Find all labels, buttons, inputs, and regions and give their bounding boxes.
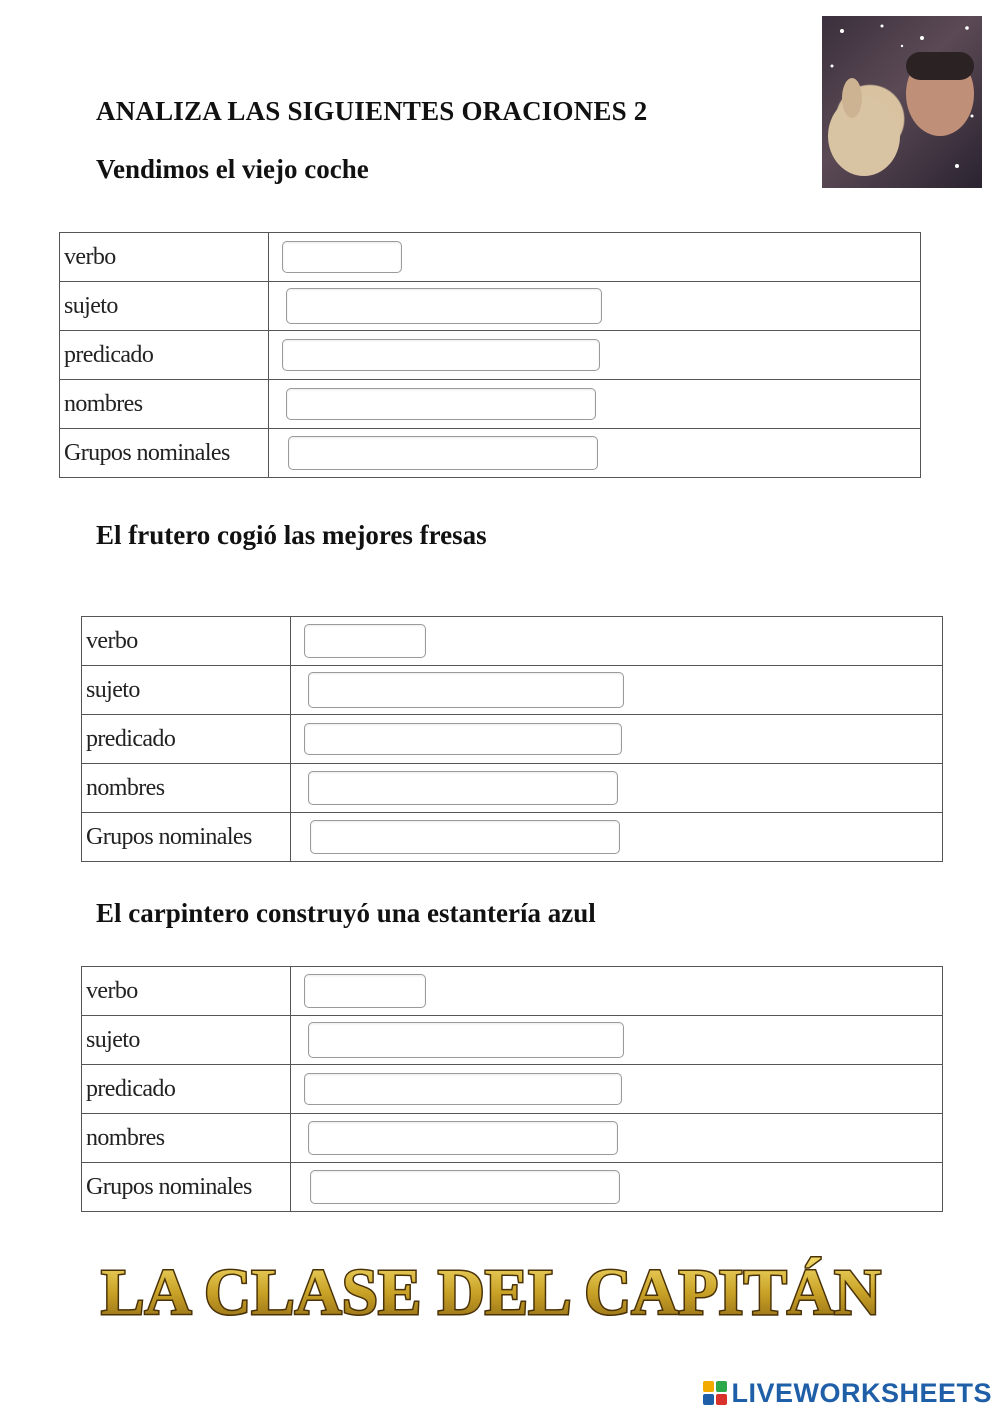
row-label-grupos-nominales: Grupos nominales (82, 813, 291, 862)
verbo-answer-field[interactable] (304, 974, 426, 1008)
row-label-grupos-nominales: Grupos nominales (82, 1163, 291, 1212)
table-row (82, 1065, 943, 1114)
row-label-predicado: predicado (82, 715, 291, 764)
grupos-nominales-answer-field[interactable] (310, 1170, 620, 1204)
grupos-nominales-answer-field[interactable] (288, 436, 598, 470)
author-photo (822, 16, 982, 188)
table-row (82, 967, 943, 1016)
brand-name: LIVEWORKSHEETS (731, 1377, 992, 1408)
analysis-table-2 (81, 616, 943, 862)
analysis-table-1 (59, 232, 921, 478)
sentence-3: El carpintero construyó una estantería azul (96, 898, 596, 928)
sentence-1: Vendimos el viejo coche (96, 154, 369, 184)
row-label-verbo: verbo (82, 617, 291, 666)
verbo-answer-field[interactable] (304, 624, 426, 658)
table-row (82, 666, 943, 715)
liveworksheets-brand (703, 1376, 992, 1410)
table-row (60, 331, 921, 380)
nombres-answer-field[interactable] (308, 771, 618, 805)
row-label-nombres: nombres (82, 1114, 291, 1163)
row-label-sujeto: sujeto (60, 282, 269, 331)
table-row (60, 380, 921, 429)
logo-text: LA CLASE DEL CAPITÁN (101, 1256, 881, 1328)
table-row (82, 1114, 943, 1163)
table-row (82, 1163, 943, 1212)
table-row (60, 233, 921, 282)
row-label-verbo: verbo (82, 967, 291, 1016)
predicado-answer-field[interactable] (304, 723, 622, 755)
worksheet-title: ANALIZA LAS SIGUIENTES ORACIONES 2 (96, 96, 648, 126)
row-label-sujeto: sujeto (82, 666, 291, 715)
sujeto-answer-field[interactable] (308, 672, 624, 708)
predicado-answer-field[interactable] (282, 339, 600, 371)
sujeto-answer-field[interactable] (308, 1022, 624, 1058)
table-row (60, 429, 921, 478)
sujeto-answer-field[interactable] (286, 288, 602, 324)
verbo-answer-field[interactable] (282, 241, 402, 273)
row-label-nombres: nombres (60, 380, 269, 429)
table-row (82, 813, 943, 862)
nombres-answer-field[interactable] (286, 388, 596, 420)
liveworksheets-icon (703, 1381, 727, 1405)
row-label-predicado: predicado (60, 331, 269, 380)
row-label-verbo: verbo (60, 233, 269, 282)
row-label-sujeto: sujeto (82, 1016, 291, 1065)
table-row (82, 617, 943, 666)
row-label-grupos-nominales: Grupos nominales (60, 429, 269, 478)
sentence-2: El frutero cogió las mejores fresas (96, 520, 487, 550)
nombres-answer-field[interactable] (308, 1121, 618, 1155)
row-label-predicado: predicado (82, 1065, 291, 1114)
la-clase-del-capitan-logo (96, 1252, 886, 1328)
table-row (60, 282, 921, 331)
analysis-table-3 (81, 966, 943, 1212)
table-row (82, 1016, 943, 1065)
grupos-nominales-answer-field[interactable] (310, 820, 620, 854)
predicado-answer-field[interactable] (304, 1073, 622, 1105)
table-row (82, 764, 943, 813)
table-row (82, 715, 943, 764)
row-label-nombres: nombres (82, 764, 291, 813)
